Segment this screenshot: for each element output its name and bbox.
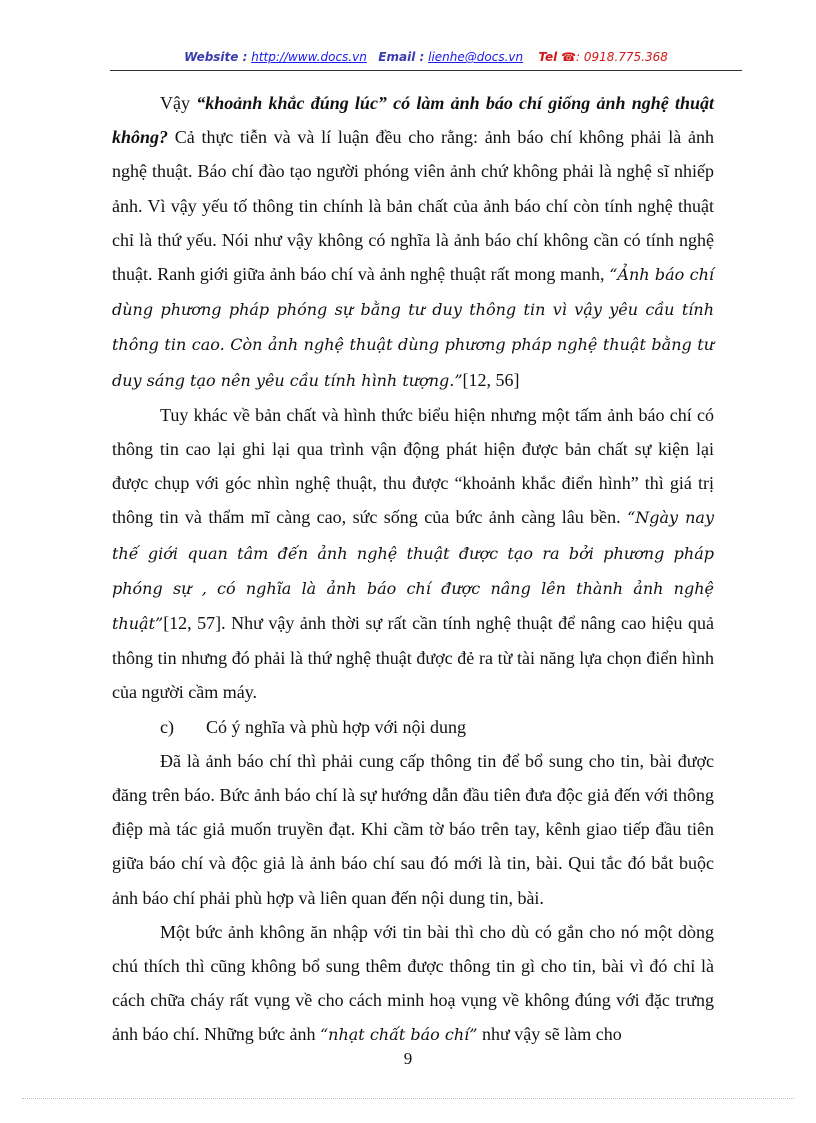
p1-text-body: Cả thực tiễn và và lí luận đều cho rằng: ảnh báo chí không phải là ảnh nghệ thuật. Báo chí đào tạo người phóng viên ảnh chứ không phải là nghệ sĩ nhiếp ảnh. Vì vậy yếu tố thông tin chính là bản chất của ảnh báo chí còn tính nghệ thuật chỉ là thứ yếu. Nói như vậy không có nghĩa là ảnh báo chí không cần có tính nghệ thuật. Ranh giới giữa ảnh báo chí và ảnh nghệ thuật rất mong manh,: [112, 127, 714, 285]
p4-quote: “nhạt chất báo chí”: [319, 1025, 478, 1045]
paragraph-1: [112, 86, 714, 398]
p2-text-tail: [12, 57]. Như vậy ảnh thời sự rất cần tính nghệ thuật để nâng cao hiệu quả thông tin nhưng đó phải là thứ nghệ thuật được đẻ ra từ tài năng lựa chọn điển hình của người cầm máy.: [112, 613, 714, 703]
p2-quote: “Ngày nay thế giới quan tâm đến ảnh nghệ thuật được tạo ra bởi phương pháp phóng sự , có nghĩa là ảnh báo chí được nâng lên thành ảnh nghệ thuật”: [112, 508, 714, 634]
section-heading: [112, 710, 714, 744]
website-link[interactable]: http://www.docs.vn: [251, 50, 367, 64]
paragraph-2: [112, 398, 714, 710]
paragraph-4: [112, 915, 714, 1053]
p4-text-tail: như vậy sẽ làm cho: [477, 1024, 622, 1045]
section-title: Có ý nghĩa và phù hợp với nội dung: [206, 716, 467, 737]
header-divider: [110, 70, 742, 71]
page-bottom-divider: [22, 1098, 794, 1099]
document-body: [112, 86, 714, 1053]
email-label: Email :: [378, 50, 425, 64]
p2-text-body: Tuy khác về bản chất và hình thức biểu hiện nhưng một tấm ảnh báo chí có thông tin cao lại ghi lại qua trình vận động phát hiện được bản chất sự kiện lại được chụp với góc nhìn nghệ thuật, thu được “khoảnh khắc điển hình” thì giá trị thông tin và thẩm mĩ càng cao, sức sống của bức ảnh càng lâu bền.: [112, 404, 714, 528]
p1-quote: “Ảnh báo chí dùng phương pháp phóng sự bằng tư duy thông tin vì vậy yêu cầu tính thông tin cao. Còn ảnh nghệ thuật dùng phương pháp nghệ thuật bằng tư duy sáng tạo nên yêu cầu tính hình tượng.”: [112, 265, 715, 390]
tel-number: : 0918.775.368: [576, 50, 668, 64]
website-label: Website :: [184, 50, 248, 64]
page-number: 9: [403, 1049, 413, 1068]
tel-label: Tel: [538, 50, 558, 64]
section-letter: c): [160, 716, 174, 737]
email-link[interactable]: lienhe@docs.vn: [428, 50, 524, 64]
paragraph-3: Đã là ảnh báo chí thì phải cung cấp thông tin để bổ sung cho tin, bài được đăng trên báo. Bức ảnh báo chí là sự hướng dẫn đầu tiên đưa độc giả đến với thông điệp mà tác giả muốn truyền đạt. Khi cầm tờ báo trên tay, kênh giao tiếp đầu tiên giữa báo chí và độc giả là ảnh báo chí sau đó mới là tin, bài. Qui tắc đó bắt buộc ảnh báo chí phải phù hợp và liên quan đến nội dung tin, bài.: [112, 750, 714, 908]
p4-text-body: Một bức ảnh không ăn nhập với tin bài thì cho dù có gắn cho nó một dòng chú thích thì cũng không bổ sung thêm được thông tin gì cho tin, bài vì đó chỉ là cách chữa cháy rất vụng về cho cách minh hoạ vụng về không đúng với đặc trưng ảnh báo chí. Những bức ảnh: [112, 921, 714, 1045]
p1-bold-question: “khoảnh khắc đúng lúc” có làm ảnh báo chí giống ảnh nghệ thuật không?: [112, 93, 714, 148]
p1-citation: [12, 56]: [462, 369, 520, 390]
p1-text-lead: Vậy: [160, 93, 197, 113]
phone-icon: ☎: [561, 50, 577, 64]
page-header: [110, 50, 742, 70]
